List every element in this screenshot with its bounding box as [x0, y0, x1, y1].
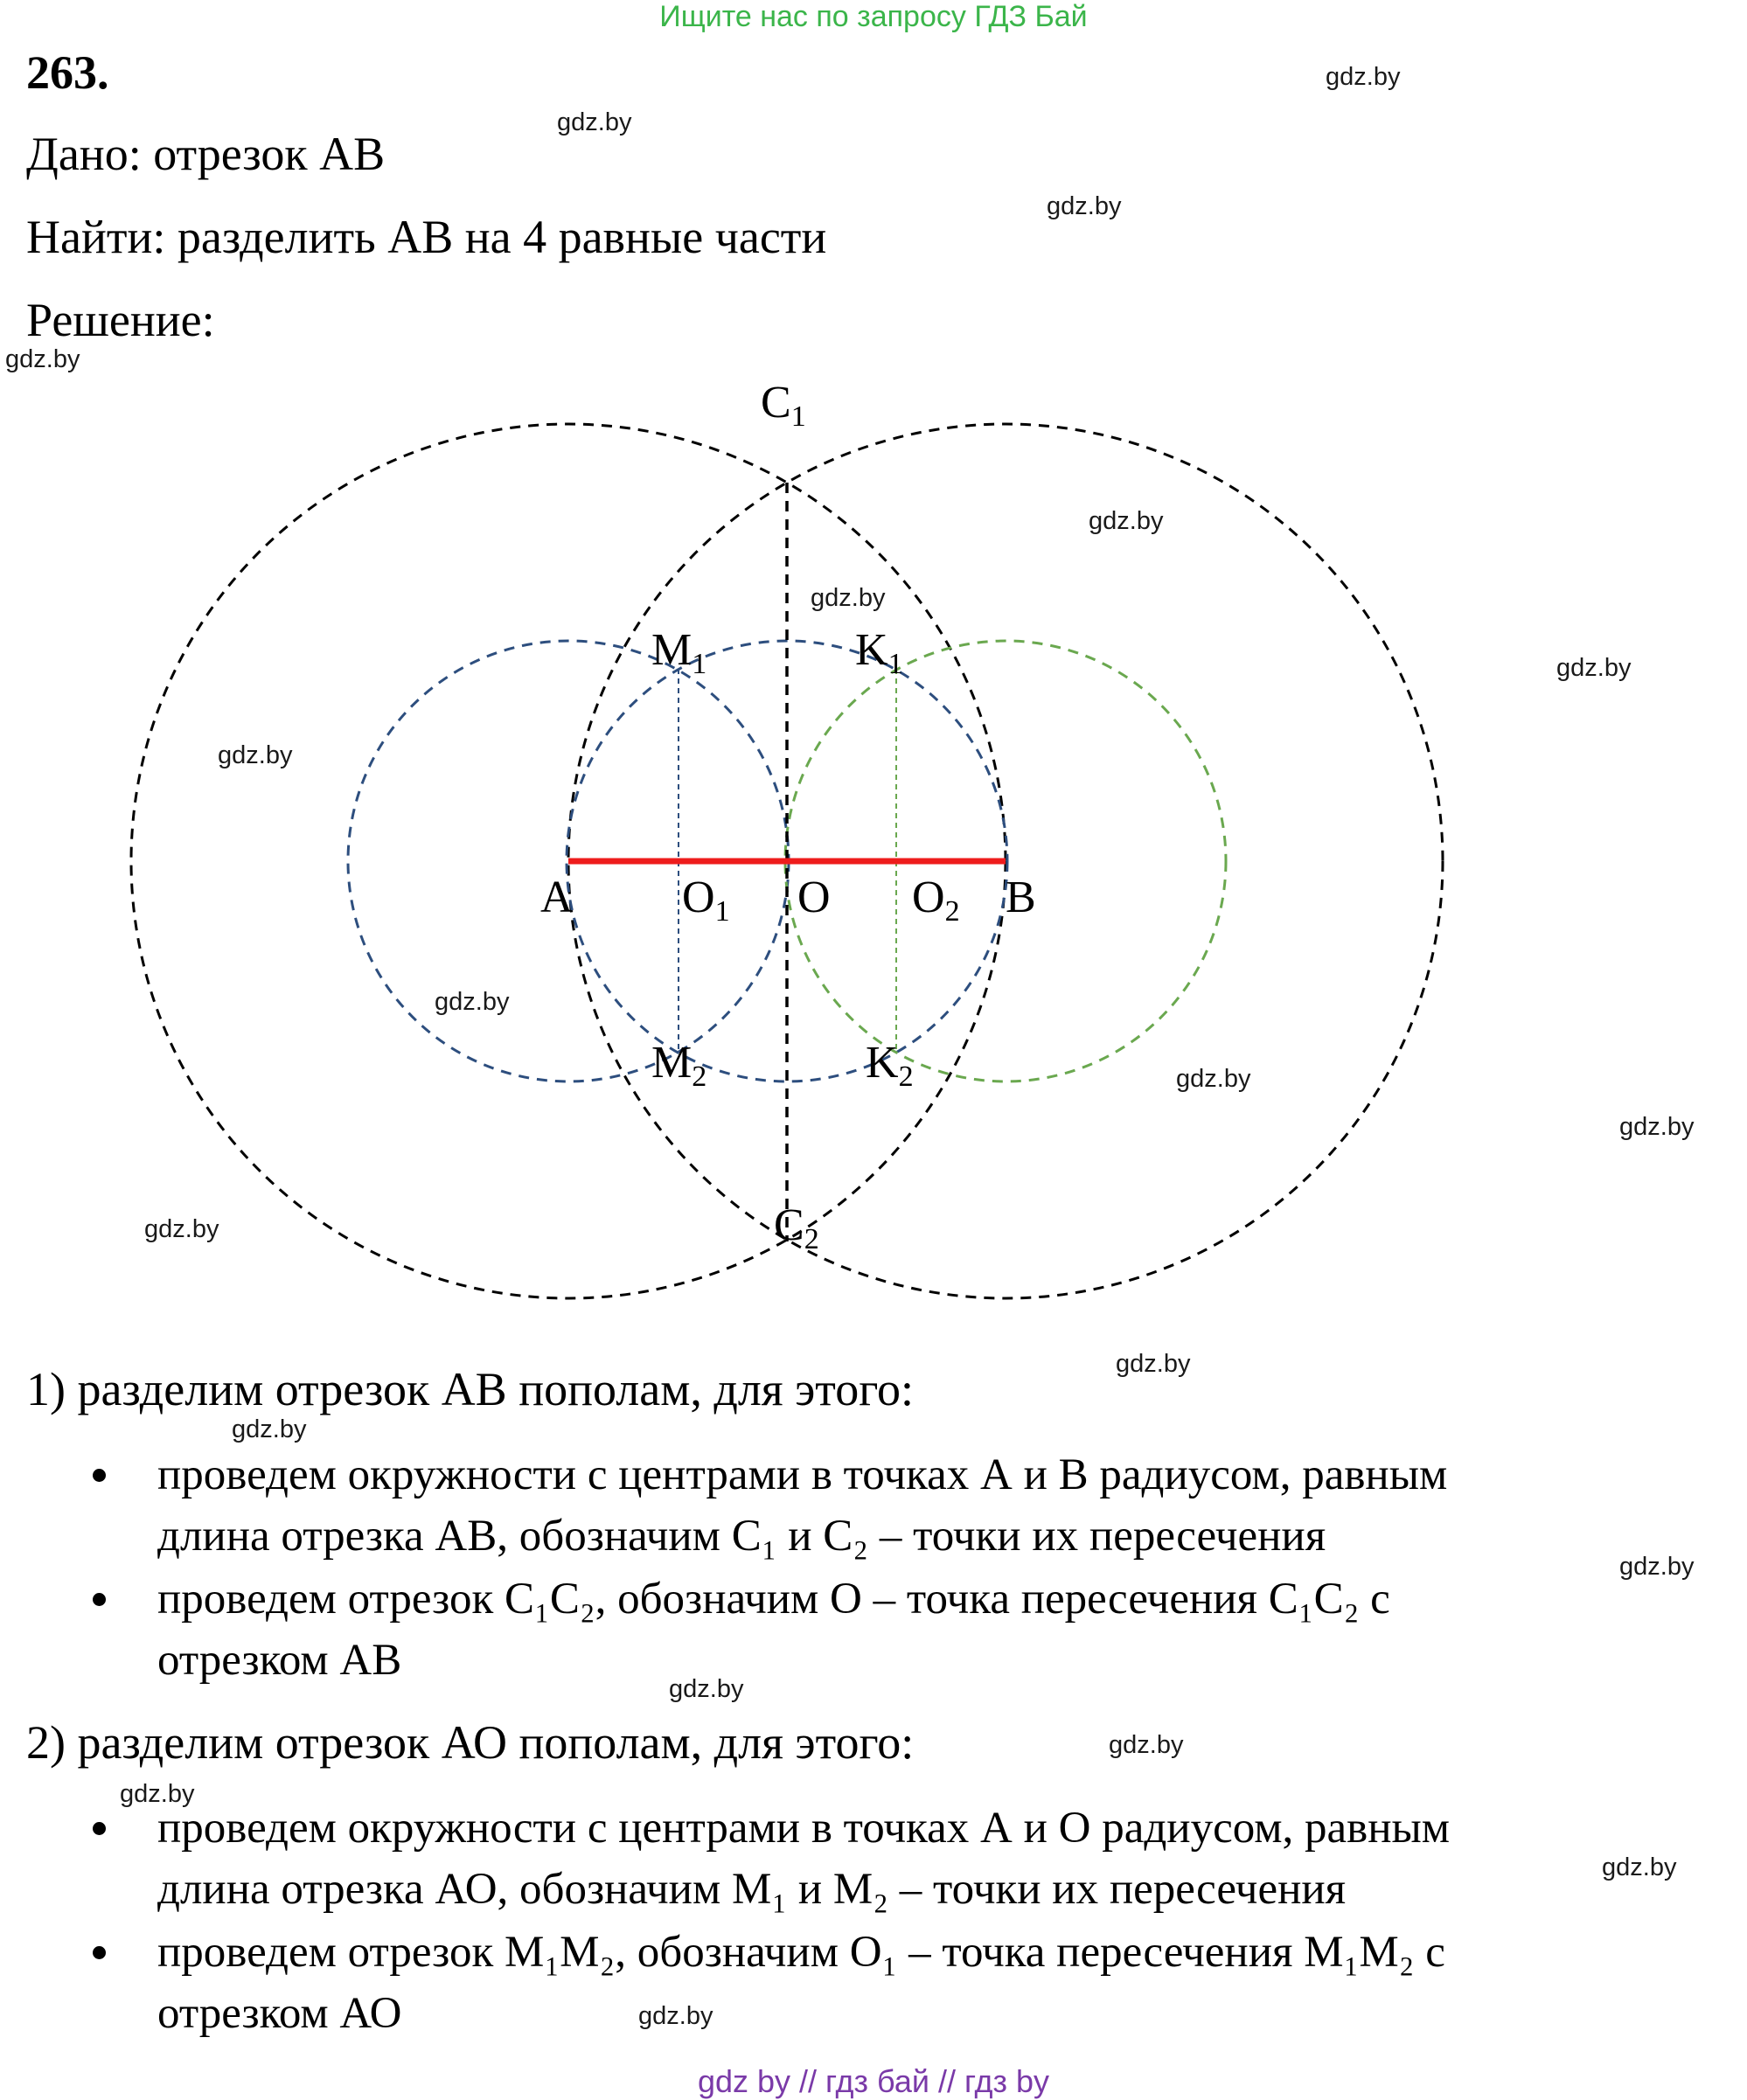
label-a: A — [540, 873, 574, 922]
given-line: Дано: отрезок АВ — [26, 128, 386, 180]
label-o2: O2 — [912, 873, 960, 928]
problem-number: 263. — [26, 46, 109, 99]
step-2-heading: 2) разделим отрезок АО пополам, для этого: — [26, 1716, 915, 1769]
watermark: gdz.by — [811, 584, 886, 612]
bottom-banner[interactable]: gdz by // гдз бай // гдз by — [697, 2063, 1050, 2099]
label-o1: O1 — [682, 873, 730, 928]
label-k2: K2 — [866, 1038, 914, 1093]
top-banner[interactable]: Ищите нас по запросу ГДЗ Бай — [659, 0, 1088, 33]
find-line: Найти: разделить АВ на 4 равные части — [26, 211, 827, 263]
bullet-dot — [93, 1946, 106, 1959]
watermark: gdz.by — [5, 345, 80, 373]
watermark: gdz.by — [1176, 1065, 1251, 1093]
watermark: gdz.by — [1619, 1553, 1695, 1581]
label-k1: K1 — [855, 625, 903, 680]
bullet-line: длина отрезка АВ, обозначим C₁ и C₂ – точки их пересечения — [157, 1512, 1326, 1561]
watermark: gdz.by — [669, 1675, 744, 1703]
watermark: gdz.by — [435, 988, 510, 1016]
label-m1: M1 — [651, 625, 707, 680]
watermark: gdz.by — [1116, 1350, 1191, 1378]
bullet-line: проведем окружности с центрами в точках А и В радиусом, равным — [157, 1450, 1448, 1499]
watermark: gdz.by — [218, 741, 293, 769]
label-b: B — [1006, 873, 1036, 922]
label-c2: C2 — [774, 1200, 819, 1255]
watermark: gdz.by — [1556, 654, 1632, 682]
bullet-dot — [93, 1593, 106, 1606]
label-m2: M2 — [651, 1038, 707, 1093]
bullet-dot — [93, 1822, 106, 1835]
label-c1: C1 — [761, 378, 806, 433]
bullet-dot — [93, 1469, 106, 1482]
watermark: gdz.by — [1089, 507, 1164, 535]
bullet-line: отрезком АО — [157, 1989, 402, 2038]
watermark: gdz.by — [1109, 1731, 1184, 1759]
bullet-line: проведем окружности с центрами в точках А и О радиусом, равным — [157, 1804, 1451, 1853]
watermark: gdz.by — [1326, 63, 1401, 91]
bullet-line: длина отрезка АО, обозначим M₁ и M₂ – точки их пересечения — [157, 1865, 1347, 1914]
label-o: O — [797, 873, 831, 922]
watermark: gdz.by — [232, 1415, 307, 1443]
watermark: gdz.by — [120, 1780, 195, 1808]
watermark: gdz.by — [1602, 1853, 1677, 1881]
watermark: gdz.by — [557, 108, 632, 136]
solution-heading: Решение: — [26, 294, 215, 346]
bullet-line: проведем отрезок C₁C₂, обозначим О – точка пересечения C₁C₂ с — [157, 1575, 1390, 1624]
bullet-line: отрезком АВ — [157, 1636, 402, 1685]
watermark: gdz.by — [638, 2002, 713, 2030]
step-1-heading: 1) разделим отрезок АВ пополам, для этого: — [26, 1363, 915, 1415]
watermark: gdz.by — [1047, 192, 1122, 220]
bullet-line: проведем отрезок M₁M₂, обозначим O₁ – точка пересечения M₁M₂ с — [157, 1928, 1445, 1977]
watermark: gdz.by — [144, 1215, 219, 1243]
watermark: gdz.by — [1619, 1113, 1695, 1141]
